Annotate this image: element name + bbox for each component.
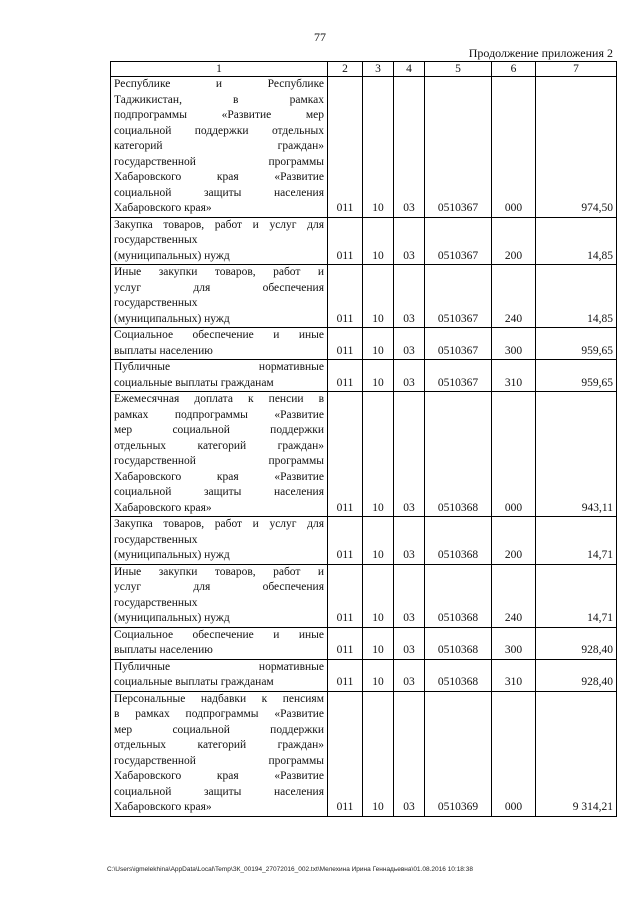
subsection-code: 03 xyxy=(394,217,425,265)
description-line: отдельных категорий граждан» xyxy=(114,439,324,452)
amount: 14,85 xyxy=(536,217,617,265)
description-line: социальной защиты населения xyxy=(114,186,324,199)
section-code: 10 xyxy=(363,328,394,360)
row-description xyxy=(111,328,328,360)
table-row xyxy=(111,360,617,392)
expense-type-code: 240 xyxy=(492,265,536,328)
description-line: Социальное обеспечение и иные xyxy=(114,628,324,641)
description-line: (муниципальных) нужд xyxy=(114,312,230,325)
table-row xyxy=(111,627,617,659)
section-code: 10 xyxy=(363,217,394,265)
row-description xyxy=(111,517,328,565)
row-description xyxy=(111,564,328,627)
target-article-code: 0510369 xyxy=(425,691,492,816)
description-line: Таджикистан, в рамках xyxy=(114,93,324,106)
expense-type-code: 310 xyxy=(492,659,536,691)
ministry-code: 011 xyxy=(328,77,363,218)
amount: 974,50 xyxy=(536,77,617,218)
expense-type-code: 300 xyxy=(492,627,536,659)
description-line: Хабаровского края» xyxy=(114,801,212,813)
header-col-2: 2 xyxy=(328,62,363,77)
description-line: государственных xyxy=(114,297,198,309)
subsection-code: 03 xyxy=(394,517,425,565)
amount: 959,65 xyxy=(536,328,617,360)
budget-table xyxy=(110,61,617,817)
ministry-code: 011 xyxy=(328,392,363,517)
header-col-5: 5 xyxy=(425,62,492,77)
header-col-6: 6 xyxy=(492,62,536,77)
description-line: рамках подпрограммы «Развитие xyxy=(114,408,324,421)
description-line: Хабаровского края «Развитие xyxy=(114,770,324,782)
section-code: 10 xyxy=(363,392,394,517)
expense-type-code: 000 xyxy=(492,77,536,218)
expense-type-code: 310 xyxy=(492,360,536,392)
description-line: Ежемесячная доплата к пенсии в xyxy=(114,393,324,405)
description-line: услуг для обеспечения xyxy=(114,281,324,294)
subsection-code: 03 xyxy=(394,360,425,392)
target-article-code: 0510367 xyxy=(425,217,492,265)
description-line: государственных xyxy=(114,533,198,546)
description-line: государственных xyxy=(114,596,198,609)
description-line: Публичные нормативные xyxy=(114,361,324,373)
description-line: Республике и Республике xyxy=(114,78,324,90)
amount: 14,71 xyxy=(536,517,617,565)
ministry-code: 011 xyxy=(328,627,363,659)
subsection-code: 03 xyxy=(394,328,425,360)
description-line: Персональные надбавки к пенсиям xyxy=(114,692,324,705)
subsection-code: 03 xyxy=(394,265,425,328)
ministry-code: 011 xyxy=(328,360,363,392)
target-article-code: 0510368 xyxy=(425,627,492,659)
description-line: Хабаровского края «Развитие xyxy=(114,470,324,483)
row-description xyxy=(111,217,328,265)
description-line: государственной программы xyxy=(114,455,324,467)
description-line: мер социальной поддержки xyxy=(114,424,324,436)
description-line: Закупка товаров, работ и услуг для xyxy=(114,518,324,530)
ministry-code: 011 xyxy=(328,564,363,627)
expense-type-code: 000 xyxy=(492,691,536,816)
description-line: Хабаровского края» xyxy=(114,501,212,514)
expense-type-code: 240 xyxy=(492,564,536,627)
description-line: социальные выплаты гражданам xyxy=(114,376,274,389)
row-description xyxy=(111,360,328,392)
expense-type-code: 200 xyxy=(492,517,536,565)
target-article-code: 0510368 xyxy=(425,517,492,565)
target-article-code: 0510368 xyxy=(425,659,492,691)
row-description xyxy=(111,265,328,328)
amount: 14,71 xyxy=(536,564,617,627)
row-description xyxy=(111,691,328,816)
description-line: Социальное обеспечение и иные xyxy=(114,329,324,341)
ministry-code: 011 xyxy=(328,659,363,691)
description-line: подпрограммы «Развитие мер xyxy=(114,109,324,121)
amount: 9 314,21 xyxy=(536,691,617,816)
subsection-code: 03 xyxy=(394,564,425,627)
row-description xyxy=(111,77,328,218)
file-path-footer: C:\Users\igmelekhina\AppData\Local\Temp\ЗК_00194_27072016_002.txt\Мелехина Ирина Геннадьевна\01.08.2016 10:18:38 xyxy=(107,866,473,873)
target-article-code: 0510367 xyxy=(425,265,492,328)
table-row xyxy=(111,691,617,816)
row-description xyxy=(111,659,328,691)
description-line: социальной защиты населения xyxy=(114,486,324,498)
amount: 943,11 xyxy=(536,392,617,517)
ministry-code: 011 xyxy=(328,517,363,565)
section-code: 10 xyxy=(363,360,394,392)
description-line: Публичные нормативные xyxy=(114,660,324,673)
header-col-1: 1 xyxy=(111,62,328,77)
table-row xyxy=(111,328,617,360)
table-row xyxy=(111,265,617,328)
description-line: (муниципальных) нужд xyxy=(114,249,230,262)
description-line: социальной поддержки отдельных xyxy=(114,124,324,137)
section-code: 10 xyxy=(363,77,394,218)
description-line: государственных xyxy=(114,234,198,246)
subsection-code: 03 xyxy=(394,77,425,218)
subsection-code: 03 xyxy=(394,659,425,691)
description-line: (муниципальных) нужд xyxy=(114,549,230,561)
description-line: Закупка товаров, работ и услуг для xyxy=(114,218,324,231)
description-line: в рамках подпрограммы «Развитие xyxy=(114,708,324,720)
table-row xyxy=(111,77,617,218)
subsection-code: 03 xyxy=(394,627,425,659)
description-line: Иные закупки товаров, работ и xyxy=(114,565,324,578)
table-row xyxy=(111,564,617,627)
description-line: государственной программы xyxy=(114,155,324,168)
target-article-code: 0510368 xyxy=(425,392,492,517)
ministry-code: 011 xyxy=(328,265,363,328)
description-line: услуг для обеспечения xyxy=(114,581,324,593)
appendix-continuation-label: Продолжение приложения 2 xyxy=(468,46,613,60)
description-line: Хабаровского края» xyxy=(114,202,212,214)
section-code: 10 xyxy=(363,517,394,565)
section-code: 10 xyxy=(363,691,394,816)
header-col-3: 3 xyxy=(363,62,394,77)
expense-type-code: 300 xyxy=(492,328,536,360)
table-row xyxy=(111,217,617,265)
row-description xyxy=(111,627,328,659)
description-line: (муниципальных) нужд xyxy=(114,612,230,624)
table-row xyxy=(111,392,617,517)
table-row xyxy=(111,659,617,691)
page-number: 77 xyxy=(314,30,326,44)
table-row xyxy=(111,517,617,565)
description-line: Хабаровского края «Развитие xyxy=(114,171,324,183)
amount: 959,65 xyxy=(536,360,617,392)
target-article-code: 0510367 xyxy=(425,77,492,218)
description-line: мер социальной поддержки xyxy=(114,723,324,736)
header-col-7: 7 xyxy=(536,62,617,77)
description-line: выплаты населению xyxy=(114,344,213,357)
target-article-code: 0510367 xyxy=(425,360,492,392)
description-line: категорий граждан» xyxy=(114,140,324,152)
description-line: отдельных категорий граждан» xyxy=(114,739,324,751)
amount: 928,40 xyxy=(536,627,617,659)
row-description xyxy=(111,392,328,517)
subsection-code: 03 xyxy=(394,691,425,816)
expense-type-code: 200 xyxy=(492,217,536,265)
ministry-code: 011 xyxy=(328,691,363,816)
header-row xyxy=(111,62,617,77)
header-col-4: 4 xyxy=(394,62,425,77)
ministry-code: 011 xyxy=(328,217,363,265)
subsection-code: 03 xyxy=(394,392,425,517)
expense-type-code: 000 xyxy=(492,392,536,517)
description-line: выплаты населению xyxy=(114,644,213,656)
description-line: государственной программы xyxy=(114,754,324,767)
target-article-code: 0510367 xyxy=(425,328,492,360)
section-code: 10 xyxy=(363,564,394,627)
section-code: 10 xyxy=(363,627,394,659)
description-line: социальные выплаты гражданам xyxy=(114,676,274,688)
target-article-code: 0510368 xyxy=(425,564,492,627)
ministry-code: 011 xyxy=(328,328,363,360)
amount: 14,85 xyxy=(536,265,617,328)
description-line: Иные закупки товаров, работ и xyxy=(114,266,324,278)
description-line: социальной защиты населения xyxy=(114,785,324,798)
section-code: 10 xyxy=(363,659,394,691)
section-code: 10 xyxy=(363,265,394,328)
amount: 928,40 xyxy=(536,659,617,691)
